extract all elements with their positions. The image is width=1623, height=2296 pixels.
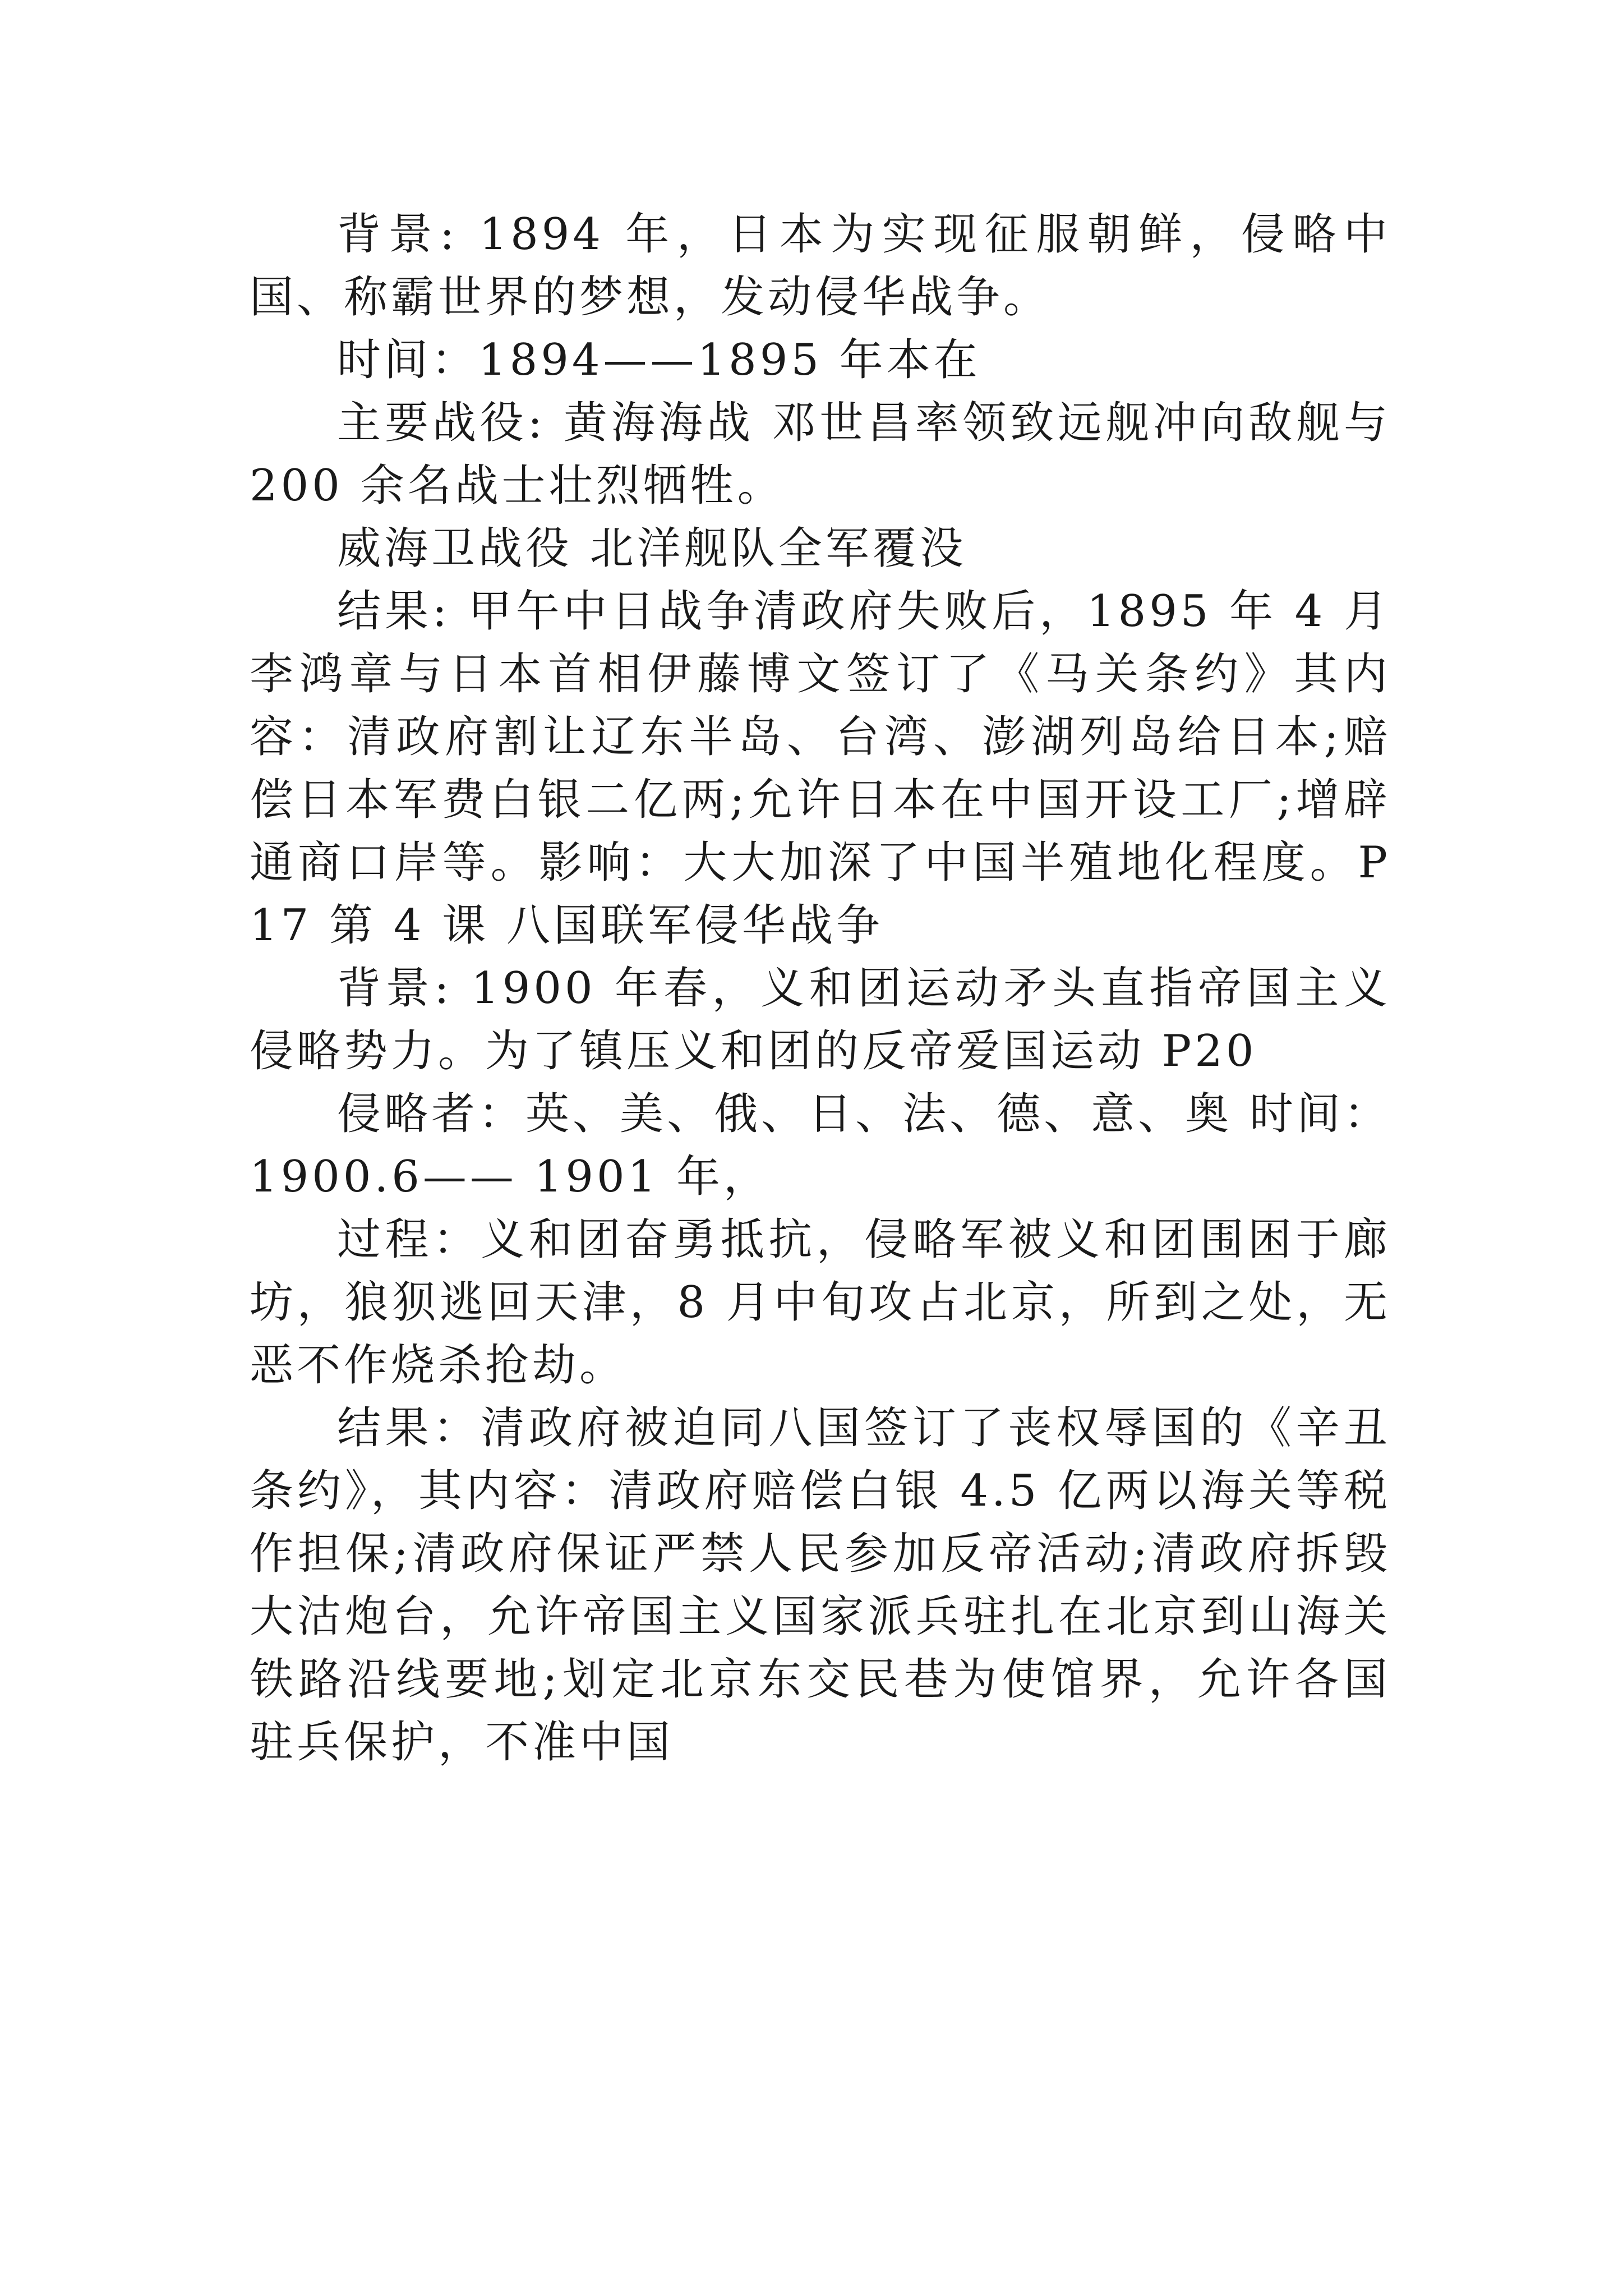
paragraph-result-boxer-protocol: 结果：清政府被迫同八国签订了丧权辱国的《辛丑条约》，其内容：清政府赔偿白银 4.5 亿两以海关等税作担保;清政府保证严禁人民参加反帝活动;清政府拆毁大沽炮台，允许帝国主义国家派兵驻扎在北京到山海关铁路沿线要地;划定北京东交民巷为使馆界，允许各国驻兵保护，不准中国 [250, 1403, 1391, 1768]
paragraph-process: 过程：义和团奋勇抵抗，侵略军被义和团围困于廊坊，狼狈逃回天津，8 月中旬攻占北京，所到之处，无恶不作烧杀抢劫。 [250, 1214, 1391, 1391]
paragraph-invaders-time: 侵略者：英、美、俄、日、法、德、意、奥 时间：1900.6—— 1901 年， [250, 1089, 1391, 1202]
paragraph-result-shimonoseki: 结果: 甲午中日战争清政府失败后，1895 年 4 月李鸿章与日本首相伊藤博文签订了《马关条约》其内容：清政府割让辽东半岛、台湾、澎湖列岛给日本;赔偿日本军费白银二亿两;允许日本在中国开设工厂;增辟通商口岸等。影响：大大加深了中国半殖地化程度。P17 第 4 课 八国联军侵华战争 [250, 586, 1391, 951]
paragraph-time-1894: 时间：1894——1895 年本在 [337, 335, 981, 385]
paragraph-main-battle: 主要战役: 黄海海战 邓世昌率领致远舰冲向敌舰与 200 余名战士壮烈牺牲。 [250, 398, 1391, 511]
document-body [250, 203, 1391, 1774]
paragraph-background-1894: 背景: 1894 年，日本为实现征服朝鲜，侵略中国、称霸世界的梦想，发动侵华战争。 [250, 209, 1391, 323]
paragraph-background-1900: 背景: 1900 年春，义和团运动矛头直指帝国主义侵略势力。为了镇压义和团的反帝爱国运动 P20 [250, 963, 1391, 1076]
paragraph-weihaiwei: 威海卫战役 北洋舰队全军覆没 [337, 523, 967, 574]
